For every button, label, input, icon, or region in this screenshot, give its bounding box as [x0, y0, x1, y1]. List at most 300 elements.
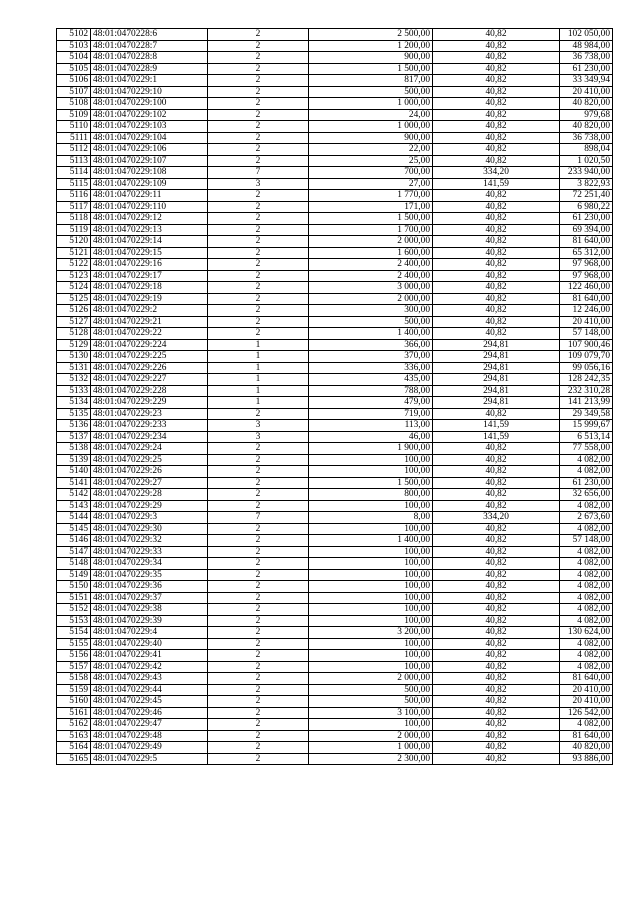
- rate-cell: 40,82: [433, 121, 560, 133]
- value-cell: 40 820,00: [560, 742, 613, 754]
- table-row: [57, 535, 613, 547]
- table-row: [57, 282, 613, 294]
- category-cell: 2: [208, 98, 309, 110]
- rate-cell: 294,81: [433, 362, 560, 374]
- row-number-cell: 5151: [57, 592, 91, 604]
- cadastral-number-cell: 48:01:0470229:42: [91, 661, 208, 673]
- category-cell: 2: [208, 730, 309, 742]
- table-row: [57, 431, 613, 443]
- row-number-cell: 5142: [57, 489, 91, 501]
- value-cell: 6 513,14: [560, 431, 613, 443]
- row-number-cell: 5102: [57, 29, 91, 41]
- rate-cell: 40,82: [433, 305, 560, 317]
- cadastral-number-cell: 48:01:0470229:14: [91, 236, 208, 248]
- category-cell: 2: [208, 236, 309, 248]
- table-row: [57, 86, 613, 98]
- area-cell: 2 300,00: [309, 753, 433, 765]
- cadastral-number-cell: 48:01:0470228:6: [91, 29, 208, 41]
- value-cell: 81 640,00: [560, 673, 613, 685]
- table-row: [57, 190, 613, 202]
- rate-cell: 40,82: [433, 730, 560, 742]
- category-cell: 2: [208, 52, 309, 64]
- rate-cell: 40,82: [433, 75, 560, 87]
- value-cell: 979,68: [560, 109, 613, 121]
- area-cell: 2 400,00: [309, 259, 433, 271]
- value-cell: 20 410,00: [560, 316, 613, 328]
- cadastral-number-cell: 48:01:0470228:8: [91, 52, 208, 64]
- category-cell: 2: [208, 144, 309, 156]
- value-cell: 2 673,60: [560, 512, 613, 524]
- rate-cell: 40,82: [433, 63, 560, 75]
- cadastral-number-cell: 48:01:0470229:10: [91, 86, 208, 98]
- table-row: [57, 454, 613, 466]
- row-number-cell: 5139: [57, 454, 91, 466]
- row-number-cell: 5115: [57, 178, 91, 190]
- category-cell: 2: [208, 109, 309, 121]
- rate-cell: 294,81: [433, 351, 560, 363]
- area-cell: 719,00: [309, 408, 433, 420]
- area-cell: 100,00: [309, 592, 433, 604]
- row-number-cell: 5138: [57, 443, 91, 455]
- category-cell: 1: [208, 339, 309, 351]
- area-cell: 8,00: [309, 512, 433, 524]
- value-cell: 40 820,00: [560, 121, 613, 133]
- value-cell: 1 020,50: [560, 155, 613, 167]
- row-number-cell: 5111: [57, 132, 91, 144]
- row-number-cell: 5165: [57, 753, 91, 765]
- cadastral-number-cell: 48:01:0470229:37: [91, 592, 208, 604]
- table-row: [57, 523, 613, 535]
- rate-cell: 40,82: [433, 684, 560, 696]
- rate-cell: 40,82: [433, 132, 560, 144]
- area-cell: 500,00: [309, 86, 433, 98]
- area-cell: 2 000,00: [309, 730, 433, 742]
- category-cell: 2: [208, 500, 309, 512]
- value-cell: 57 148,00: [560, 535, 613, 547]
- table-row: [57, 397, 613, 409]
- value-cell: 126 542,00: [560, 707, 613, 719]
- rate-cell: 40,82: [433, 742, 560, 754]
- cadastral-number-cell: 48:01:0470229:106: [91, 144, 208, 156]
- area-cell: 1 200,00: [309, 40, 433, 52]
- category-cell: 3: [208, 431, 309, 443]
- value-cell: 57 148,00: [560, 328, 613, 340]
- category-cell: 2: [208, 719, 309, 731]
- row-number-cell: 5140: [57, 466, 91, 478]
- rate-cell: 141,59: [433, 431, 560, 443]
- value-cell: 4 082,00: [560, 454, 613, 466]
- rate-cell: 40,82: [433, 224, 560, 236]
- row-number-cell: 5159: [57, 684, 91, 696]
- category-cell: 2: [208, 121, 309, 133]
- rate-cell: 40,82: [433, 650, 560, 662]
- table-row: [57, 351, 613, 363]
- rate-cell: 40,82: [433, 581, 560, 593]
- area-cell: 2 000,00: [309, 236, 433, 248]
- category-cell: 2: [208, 454, 309, 466]
- category-cell: 2: [208, 86, 309, 98]
- category-cell: 1: [208, 351, 309, 363]
- rate-cell: 40,82: [433, 213, 560, 225]
- cadastral-number-cell: 48:01:0470229:23: [91, 408, 208, 420]
- value-cell: 4 082,00: [560, 661, 613, 673]
- category-cell: 2: [208, 477, 309, 489]
- table-row: [57, 52, 613, 64]
- category-cell: 1: [208, 374, 309, 386]
- area-cell: 100,00: [309, 546, 433, 558]
- rate-cell: 40,82: [433, 661, 560, 673]
- rate-cell: 40,82: [433, 328, 560, 340]
- row-number-cell: 5114: [57, 167, 91, 179]
- area-cell: 1 500,00: [309, 477, 433, 489]
- category-cell: 2: [208, 305, 309, 317]
- rate-cell: 294,81: [433, 339, 560, 351]
- rate-cell: 40,82: [433, 604, 560, 616]
- cadastral-number-cell: 48:01:0470229:234: [91, 431, 208, 443]
- row-number-cell: 5116: [57, 190, 91, 202]
- table-row: [57, 155, 613, 167]
- value-cell: 4 082,00: [560, 523, 613, 535]
- rate-cell: 40,82: [433, 558, 560, 570]
- table-row: [57, 592, 613, 604]
- cadastral-number-cell: 48:01:0470229:103: [91, 121, 208, 133]
- area-cell: 1 000,00: [309, 742, 433, 754]
- cadastral-number-cell: 48:01:0470229:45: [91, 696, 208, 708]
- rate-cell: 40,82: [433, 109, 560, 121]
- value-cell: 4 082,00: [560, 500, 613, 512]
- cadastral-number-cell: 48:01:0470229:16: [91, 259, 208, 271]
- area-cell: 2 000,00: [309, 293, 433, 305]
- cadastral-number-cell: 48:01:0470229:4: [91, 627, 208, 639]
- area-cell: 3 100,00: [309, 707, 433, 719]
- row-number-cell: 5108: [57, 98, 91, 110]
- area-cell: 2 500,00: [309, 29, 433, 41]
- cadastral-number-cell: 48:01:0470229:224: [91, 339, 208, 351]
- table-row: [57, 144, 613, 156]
- rate-cell: 334,20: [433, 167, 560, 179]
- row-number-cell: 5135: [57, 408, 91, 420]
- rate-cell: 40,82: [433, 270, 560, 282]
- value-cell: 15 999,67: [560, 420, 613, 432]
- value-cell: 4 082,00: [560, 546, 613, 558]
- category-cell: 2: [208, 293, 309, 305]
- category-cell: 2: [208, 661, 309, 673]
- rate-cell: 40,82: [433, 40, 560, 52]
- table-row: [57, 604, 613, 616]
- rate-cell: 294,81: [433, 385, 560, 397]
- category-cell: 2: [208, 155, 309, 167]
- row-number-cell: 5122: [57, 259, 91, 271]
- table-row: [57, 121, 613, 133]
- cadastral-number-cell: 48:01:0470229:110: [91, 201, 208, 213]
- rate-cell: 40,82: [433, 673, 560, 685]
- value-cell: 128 242,35: [560, 374, 613, 386]
- category-cell: 2: [208, 696, 309, 708]
- row-number-cell: 5150: [57, 581, 91, 593]
- rate-cell: 40,82: [433, 86, 560, 98]
- area-cell: 900,00: [309, 52, 433, 64]
- cadastral-number-cell: 48:01:0470229:107: [91, 155, 208, 167]
- cadastral-number-cell: 48:01:0470229:1: [91, 75, 208, 87]
- row-number-cell: 5134: [57, 397, 91, 409]
- category-cell: 2: [208, 213, 309, 225]
- row-number-cell: 5161: [57, 707, 91, 719]
- cadastral-number-cell: 48:01:0470229:15: [91, 247, 208, 259]
- row-number-cell: 5109: [57, 109, 91, 121]
- value-cell: 99 056,16: [560, 362, 613, 374]
- cadastral-number-cell: 48:01:0470229:11: [91, 190, 208, 202]
- value-cell: 69 394,00: [560, 224, 613, 236]
- cadastral-number-cell: 48:01:0470229:13: [91, 224, 208, 236]
- row-number-cell: 5147: [57, 546, 91, 558]
- cadastral-number-cell: 48:01:0470229:24: [91, 443, 208, 455]
- rate-cell: 40,82: [433, 696, 560, 708]
- rate-cell: 40,82: [433, 638, 560, 650]
- row-number-cell: 5103: [57, 40, 91, 52]
- area-cell: 2 000,00: [309, 673, 433, 685]
- row-number-cell: 5132: [57, 374, 91, 386]
- table-row: [57, 328, 613, 340]
- rate-cell: 40,82: [433, 29, 560, 41]
- category-cell: 1: [208, 397, 309, 409]
- cadastral-number-cell: 48:01:0470229:18: [91, 282, 208, 294]
- row-number-cell: 5120: [57, 236, 91, 248]
- cadastral-number-cell: 48:01:0470229:229: [91, 397, 208, 409]
- value-cell: 29 349,58: [560, 408, 613, 420]
- value-cell: 122 460,00: [560, 282, 613, 294]
- table-row: [57, 673, 613, 685]
- area-cell: 366,00: [309, 339, 433, 351]
- category-cell: 7: [208, 512, 309, 524]
- table-row: [57, 707, 613, 719]
- row-number-cell: 5113: [57, 155, 91, 167]
- area-cell: 1 000,00: [309, 121, 433, 133]
- category-cell: 2: [208, 466, 309, 478]
- cadastral-number-cell: 48:01:0470229:17: [91, 270, 208, 282]
- area-cell: 800,00: [309, 489, 433, 501]
- row-number-cell: 5136: [57, 420, 91, 432]
- cadastral-number-cell: 48:01:0470229:47: [91, 719, 208, 731]
- category-cell: 2: [208, 546, 309, 558]
- row-number-cell: 5106: [57, 75, 91, 87]
- category-cell: 2: [208, 328, 309, 340]
- table-row: [57, 98, 613, 110]
- area-cell: 46,00: [309, 431, 433, 443]
- rate-cell: 40,82: [433, 454, 560, 466]
- value-cell: 81 640,00: [560, 236, 613, 248]
- row-number-cell: 5118: [57, 213, 91, 225]
- value-cell: 232 310,28: [560, 385, 613, 397]
- cadastral-number-cell: 48:01:0470229:225: [91, 351, 208, 363]
- cadastral-number-cell: 48:01:0470229:26: [91, 466, 208, 478]
- row-number-cell: 5127: [57, 316, 91, 328]
- category-cell: 2: [208, 489, 309, 501]
- rate-cell: 40,82: [433, 201, 560, 213]
- cadastral-number-cell: 48:01:0470229:43: [91, 673, 208, 685]
- cadastral-number-cell: 48:01:0470229:21: [91, 316, 208, 328]
- rate-cell: 40,82: [433, 489, 560, 501]
- rate-cell: 40,82: [433, 627, 560, 639]
- category-cell: 1: [208, 385, 309, 397]
- value-cell: 65 312,00: [560, 247, 613, 259]
- table-row: [57, 259, 613, 271]
- table-body: [57, 29, 613, 765]
- value-cell: 4 082,00: [560, 638, 613, 650]
- area-cell: 100,00: [309, 581, 433, 593]
- row-number-cell: 5156: [57, 650, 91, 662]
- rate-cell: 294,81: [433, 397, 560, 409]
- value-cell: 40 820,00: [560, 98, 613, 110]
- table-row: [57, 167, 613, 179]
- category-cell: 2: [208, 627, 309, 639]
- area-cell: 27,00: [309, 178, 433, 190]
- table-row: [57, 29, 613, 41]
- row-number-cell: 5128: [57, 328, 91, 340]
- row-number-cell: 5153: [57, 615, 91, 627]
- row-number-cell: 5126: [57, 305, 91, 317]
- rate-cell: 40,82: [433, 546, 560, 558]
- row-number-cell: 5130: [57, 351, 91, 363]
- table-row: [57, 178, 613, 190]
- value-cell: 4 082,00: [560, 719, 613, 731]
- value-cell: 77 558,00: [560, 443, 613, 455]
- rate-cell: 40,82: [433, 316, 560, 328]
- area-cell: 435,00: [309, 374, 433, 386]
- rate-cell: 40,82: [433, 753, 560, 765]
- rate-cell: 334,20: [433, 512, 560, 524]
- row-number-cell: 5164: [57, 742, 91, 754]
- value-cell: 109 079,70: [560, 351, 613, 363]
- cadastral-number-cell: 48:01:0470229:227: [91, 374, 208, 386]
- area-cell: 300,00: [309, 305, 433, 317]
- area-cell: 1 500,00: [309, 213, 433, 225]
- rate-cell: 40,82: [433, 259, 560, 271]
- row-number-cell: 5129: [57, 339, 91, 351]
- category-cell: 2: [208, 638, 309, 650]
- row-number-cell: 5152: [57, 604, 91, 616]
- value-cell: 4 082,00: [560, 604, 613, 616]
- category-cell: 2: [208, 443, 309, 455]
- row-number-cell: 5148: [57, 558, 91, 570]
- value-cell: 130 624,00: [560, 627, 613, 639]
- row-number-cell: 5104: [57, 52, 91, 64]
- category-cell: 2: [208, 29, 309, 41]
- cadastral-number-cell: 48:01:0470229:226: [91, 362, 208, 374]
- rate-cell: 141,59: [433, 420, 560, 432]
- category-cell: 2: [208, 40, 309, 52]
- area-cell: 100,00: [309, 500, 433, 512]
- table-row: [57, 558, 613, 570]
- cadastral-number-cell: 48:01:0470229:41: [91, 650, 208, 662]
- category-cell: 2: [208, 259, 309, 271]
- row-number-cell: 5125: [57, 293, 91, 305]
- value-cell: 4 082,00: [560, 650, 613, 662]
- area-cell: 100,00: [309, 523, 433, 535]
- category-cell: 2: [208, 523, 309, 535]
- table-row: [57, 569, 613, 581]
- table-row: [57, 753, 613, 765]
- area-cell: 336,00: [309, 362, 433, 374]
- area-cell: 1 700,00: [309, 224, 433, 236]
- category-cell: 2: [208, 650, 309, 662]
- category-cell: 2: [208, 569, 309, 581]
- value-cell: 898,04: [560, 144, 613, 156]
- category-cell: 2: [208, 753, 309, 765]
- table-row: [57, 109, 613, 121]
- cadastral-number-cell: 48:01:0470229:35: [91, 569, 208, 581]
- row-number-cell: 5163: [57, 730, 91, 742]
- row-number-cell: 5141: [57, 477, 91, 489]
- table-row: [57, 339, 613, 351]
- cadastral-number-cell: 48:01:0470229:228: [91, 385, 208, 397]
- cadastral-number-cell: 48:01:0470228:7: [91, 40, 208, 52]
- rate-cell: 40,82: [433, 236, 560, 248]
- area-cell: 100,00: [309, 604, 433, 616]
- rate-cell: 141,59: [433, 178, 560, 190]
- value-cell: 4 082,00: [560, 558, 613, 570]
- cadastral-number-cell: 48:01:0470229:233: [91, 420, 208, 432]
- cadastral-number-cell: 48:01:0470229:46: [91, 707, 208, 719]
- table-row: [57, 293, 613, 305]
- row-number-cell: 5154: [57, 627, 91, 639]
- category-cell: 2: [208, 408, 309, 420]
- category-cell: 2: [208, 684, 309, 696]
- cadastral-number-cell: 48:01:0470229:25: [91, 454, 208, 466]
- table-row: [57, 420, 613, 432]
- area-cell: 100,00: [309, 719, 433, 731]
- rate-cell: 40,82: [433, 443, 560, 455]
- row-number-cell: 5158: [57, 673, 91, 685]
- area-cell: 1 400,00: [309, 328, 433, 340]
- rate-cell: 40,82: [433, 477, 560, 489]
- table-row: [57, 63, 613, 75]
- area-cell: 370,00: [309, 351, 433, 363]
- rate-cell: 40,82: [433, 535, 560, 547]
- table-row: [57, 374, 613, 386]
- table-row: [57, 730, 613, 742]
- cadastral-number-cell: 48:01:0470229:40: [91, 638, 208, 650]
- value-cell: 36 738,00: [560, 52, 613, 64]
- area-cell: 3 200,00: [309, 627, 433, 639]
- category-cell: 2: [208, 247, 309, 259]
- row-number-cell: 5137: [57, 431, 91, 443]
- cadastral-number-cell: 48:01:0470229:104: [91, 132, 208, 144]
- parcel-valuation-table: [56, 28, 613, 765]
- rate-cell: 40,82: [433, 155, 560, 167]
- category-cell: 3: [208, 420, 309, 432]
- area-cell: 3 000,00: [309, 282, 433, 294]
- cadastral-number-cell: 48:01:0470229:36: [91, 581, 208, 593]
- table-row: [57, 477, 613, 489]
- category-cell: 2: [208, 201, 309, 213]
- row-number-cell: 5143: [57, 500, 91, 512]
- rate-cell: 40,82: [433, 408, 560, 420]
- area-cell: 1 500,00: [309, 63, 433, 75]
- rate-cell: 40,82: [433, 98, 560, 110]
- row-number-cell: 5107: [57, 86, 91, 98]
- area-cell: 113,00: [309, 420, 433, 432]
- area-cell: 2 400,00: [309, 270, 433, 282]
- cadastral-number-cell: 48:01:0470229:100: [91, 98, 208, 110]
- area-cell: 25,00: [309, 155, 433, 167]
- row-number-cell: 5119: [57, 224, 91, 236]
- cadastral-number-cell: 48:01:0470229:3: [91, 512, 208, 524]
- value-cell: 4 082,00: [560, 592, 613, 604]
- rate-cell: 40,82: [433, 569, 560, 581]
- cadastral-number-cell: 48:01:0470229:38: [91, 604, 208, 616]
- row-number-cell: 5131: [57, 362, 91, 374]
- value-cell: 20 410,00: [560, 86, 613, 98]
